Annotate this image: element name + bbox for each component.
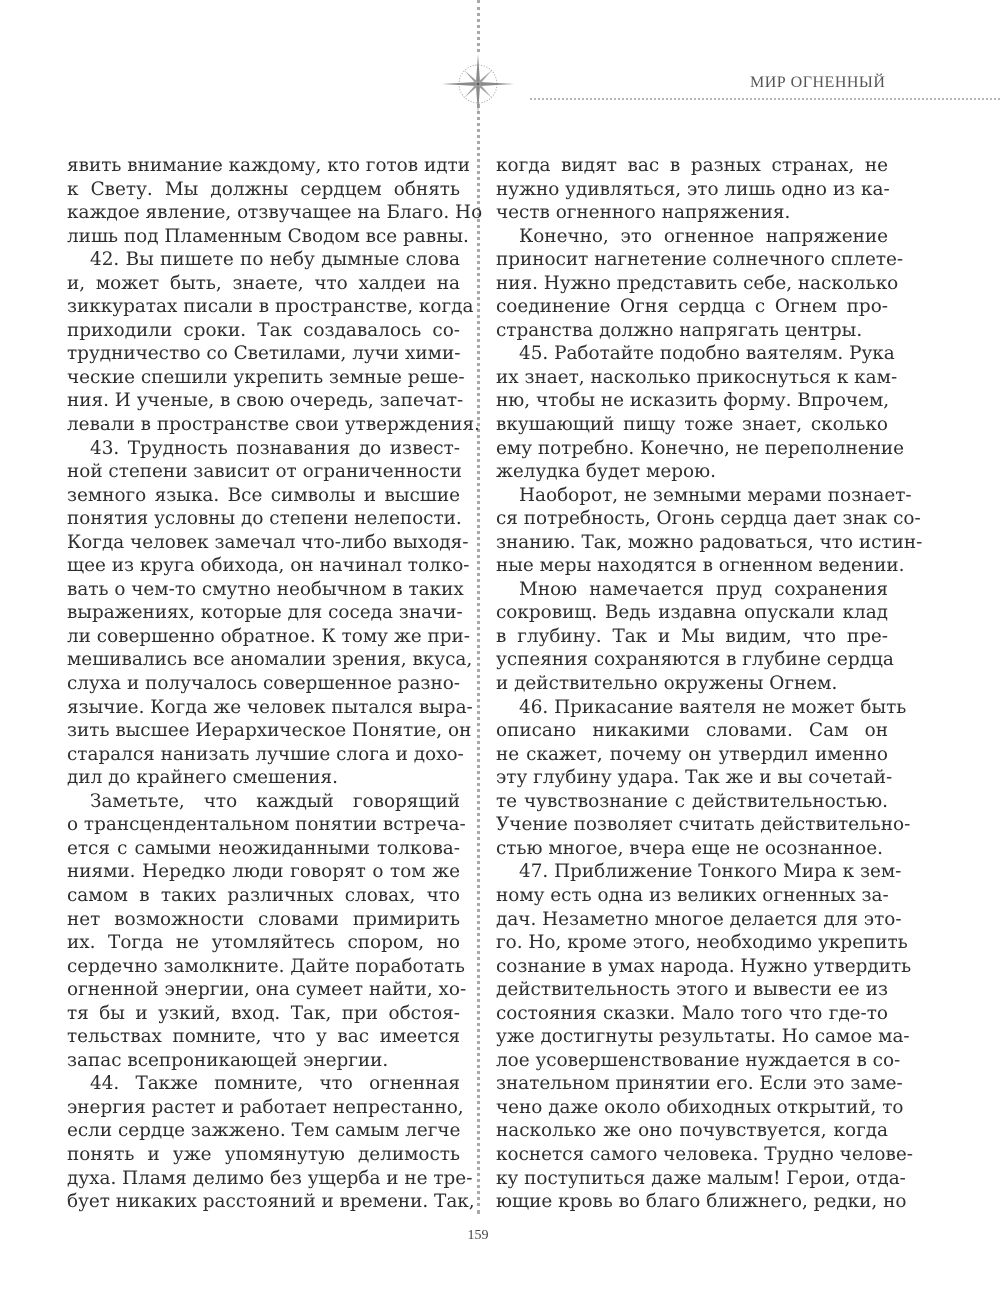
column-divider-top <box>477 0 480 52</box>
text-line: самом в таких различных словах, что <box>67 884 460 906</box>
text-line: Когда человек замечал что-либо выходя- <box>67 531 469 553</box>
page-number: 159 <box>467 1228 489 1243</box>
text-line: если сердце зажжено. Тем самым легче <box>67 1120 461 1142</box>
text-line: насколько же оно почувствуется, когда <box>496 1120 888 1142</box>
text-line: выражениях, которые для соседа значи- <box>67 602 463 624</box>
text-line: не скажет, почему он утвердил именно <box>496 743 888 765</box>
compass-rose-icon <box>440 52 516 116</box>
text-line: сердечно замолкните. Дайте поработать <box>67 955 465 977</box>
text-line: левали в пространстве свои утверждения. <box>67 414 480 436</box>
text-line: лое усовершенствование нуждается в со- <box>496 1049 901 1071</box>
text-line: явить внимание каждому, кто готов идти <box>67 155 470 176</box>
text-line: понятия условны до степени нелепости. <box>67 508 462 530</box>
text-line: каждое явление, отзвучащее на Благо. Но <box>67 202 483 224</box>
text-line: запас всепроникающей энергии. <box>67 1049 389 1071</box>
text-line: к Свету. Мы должны сердцем обнять <box>67 178 460 200</box>
text-line: о трансцендентальном понятии встреча- <box>67 814 466 836</box>
text-line: тя бы и узкий, вход. Так, при обстоя- <box>67 1002 460 1024</box>
text-line: описано никакими словами. Сам он <box>496 720 888 742</box>
text-line: действительность этого и вывести ее из <box>496 979 888 1001</box>
text-line: в глубину. Так и Мы видим, что пре- <box>496 625 888 647</box>
text-line: желудка будет мерою. <box>496 461 716 483</box>
text-line: приносит нагнетение солнечного сплете- <box>496 249 904 271</box>
text-line: честв огненного напряжения. <box>496 202 791 224</box>
text-line: ния. И ученые, в свою очередь, запечат- <box>67 390 464 412</box>
text-line: коснется самого человека. Трудно челове- <box>496 1143 913 1165</box>
text-line: ли совершенно обратное. К тому же при- <box>67 625 470 647</box>
text-line: тельствах помните, что у вас имеется <box>67 1026 460 1048</box>
text-line: нет возможности словами примирить <box>67 908 460 930</box>
text-line: трудничество со Светилами, лучи хими- <box>67 343 461 365</box>
text-line: эту глубину удара. Так же и вы сочетай- <box>496 767 893 789</box>
text-line: стью многое, вчера еще не осознанное. <box>496 837 883 859</box>
text-line: бует никаких расстояний и времени. Так, <box>67 1191 475 1213</box>
text-column-right <box>496 154 923 1214</box>
text-line: знательном принятии его. Если это заме- <box>496 1073 903 1095</box>
text-line: зиккуратах писали в пространстве, когда <box>67 296 474 318</box>
text-line: Заметьте, что каждый говорящий <box>90 790 460 812</box>
text-line: Наоборот, не земными мерами познает- <box>519 484 912 506</box>
text-line: мешивались все аномалии зрения, вкуса, <box>67 649 473 671</box>
text-line: огненной энергии, она сумеет найти, хо- <box>67 979 467 1001</box>
text-line: ческие спешили укрепить земные реше- <box>67 366 465 388</box>
text-line: 45. Работайте подобно ваятелям. Рука <box>519 343 895 365</box>
text-line: понять и уже упомянутую делимость <box>67 1143 460 1165</box>
text-line: сокровищ. Ведь издавна опускали клад <box>496 602 888 624</box>
text-line: ющие кровь во благо ближнего, редки, но <box>496 1191 907 1213</box>
text-line: дил до крайнего смешения. <box>67 767 338 789</box>
text-line: состояния сказки. Мало того что где-то <box>496 1002 888 1024</box>
text-line: ку поступиться даже малым! Герои, отда- <box>496 1167 906 1189</box>
text-line: Мною намечается пруд сохранения <box>519 578 888 600</box>
text-line: Конечно, это огненное напряжение <box>519 225 888 247</box>
text-line: и действительно окружены Огнем. <box>496 673 838 695</box>
text-line: ной степени зависит от ограниченности <box>67 461 462 483</box>
text-line: язычие. Когда же человек пытался выра- <box>67 696 473 718</box>
text-line: их. Тогда не утомляйтесь спором, но <box>67 932 460 954</box>
text-line: когда видят вас в разных странах, не <box>496 155 888 176</box>
text-line: успеяния сохраняются в глубине сердца <box>496 649 894 671</box>
text-line: нужно удивляться, это лишь одно из ка- <box>496 178 890 200</box>
text-line: 44. Также помните, что огненная <box>90 1073 460 1095</box>
text-line: энергия растет и работает непрестанно, <box>67 1096 464 1118</box>
text-line: земного языка. Все символы и высшие <box>67 484 460 506</box>
text-line: лишь под Пламенным Сводом все равны. <box>67 225 469 247</box>
text-line: слуха и получалось совершенное разно- <box>67 673 460 695</box>
text-line: уже достигнуты результаты. Но самое ма- <box>496 1026 910 1048</box>
text-line: старался нанизать лучшие слога и дохо- <box>67 743 464 765</box>
text-line: го. Но, кроме этого, необходимо укрепить <box>496 932 908 954</box>
text-line: чено даже около обиходных открытий, то <box>496 1096 904 1118</box>
text-line: и, может быть, знаете, что халдеи на <box>67 272 460 294</box>
text-line: ному есть одна из великих огненных за- <box>496 884 889 906</box>
text-line: вать о чем-то смутно необычном в таких <box>67 578 464 600</box>
text-line: знанию. Так, можно радоваться, что истин- <box>496 531 923 553</box>
text-line: ню, чтобы не исказить форму. Впрочем, <box>496 390 890 412</box>
text-line: сознание в умах народа. Нужно утвердить <box>496 955 912 977</box>
text-line: дач. Незаметно многое делается для это- <box>496 908 902 930</box>
text-line: ся потребность, Огонь сердца дает знак со- <box>496 508 921 530</box>
text-line: щее из круга обихода, он начинал толко- <box>67 555 470 577</box>
text-line: ется с самыми неожиданными толкова- <box>67 837 460 859</box>
text-line: их знает, насколько прикоснуться к кам- <box>496 366 898 388</box>
column-divider <box>477 104 480 1214</box>
text-line: те чувствознание с действительностью. <box>496 790 888 812</box>
text-column-left <box>67 154 483 1214</box>
text-line: ния. Нужно представить себе, насколько <box>496 272 899 294</box>
text-line: духа. Пламя делимо без ущерба и не тре- <box>67 1167 473 1189</box>
text-line: 42. Вы пишете по небу дымные слова <box>90 249 460 271</box>
text-line: вкушающий пищу тоже знает, сколько <box>496 414 888 436</box>
text-line: 43. Трудность познавания до извест- <box>90 437 460 459</box>
running-head: МИР ОГНЕННЫЙ <box>750 74 886 91</box>
text-line: ниями. Нередко люди говорят о том же <box>67 861 460 883</box>
text-line: 46. Прикасание ваятеля не может быть <box>519 696 907 718</box>
text-line: зить высшее Иерархическое Понятие, он <box>67 720 472 742</box>
text-line: приходили сроки. Так создавалось со- <box>67 319 460 341</box>
text-line: соединение Огня сердца с Огнем про- <box>496 296 888 318</box>
text-line: ему потребно. Конечно, не переполнение <box>496 437 905 459</box>
text-line: странства должно напрягать центры. <box>496 319 863 341</box>
text-line: ные меры находятся в огненном ведении. <box>496 555 905 577</box>
text-line: 47. Приближение Тонкого Мира к зем- <box>519 861 902 883</box>
header-rule <box>530 98 1000 100</box>
text-line: Учение позволяет считать действительно- <box>496 814 911 836</box>
